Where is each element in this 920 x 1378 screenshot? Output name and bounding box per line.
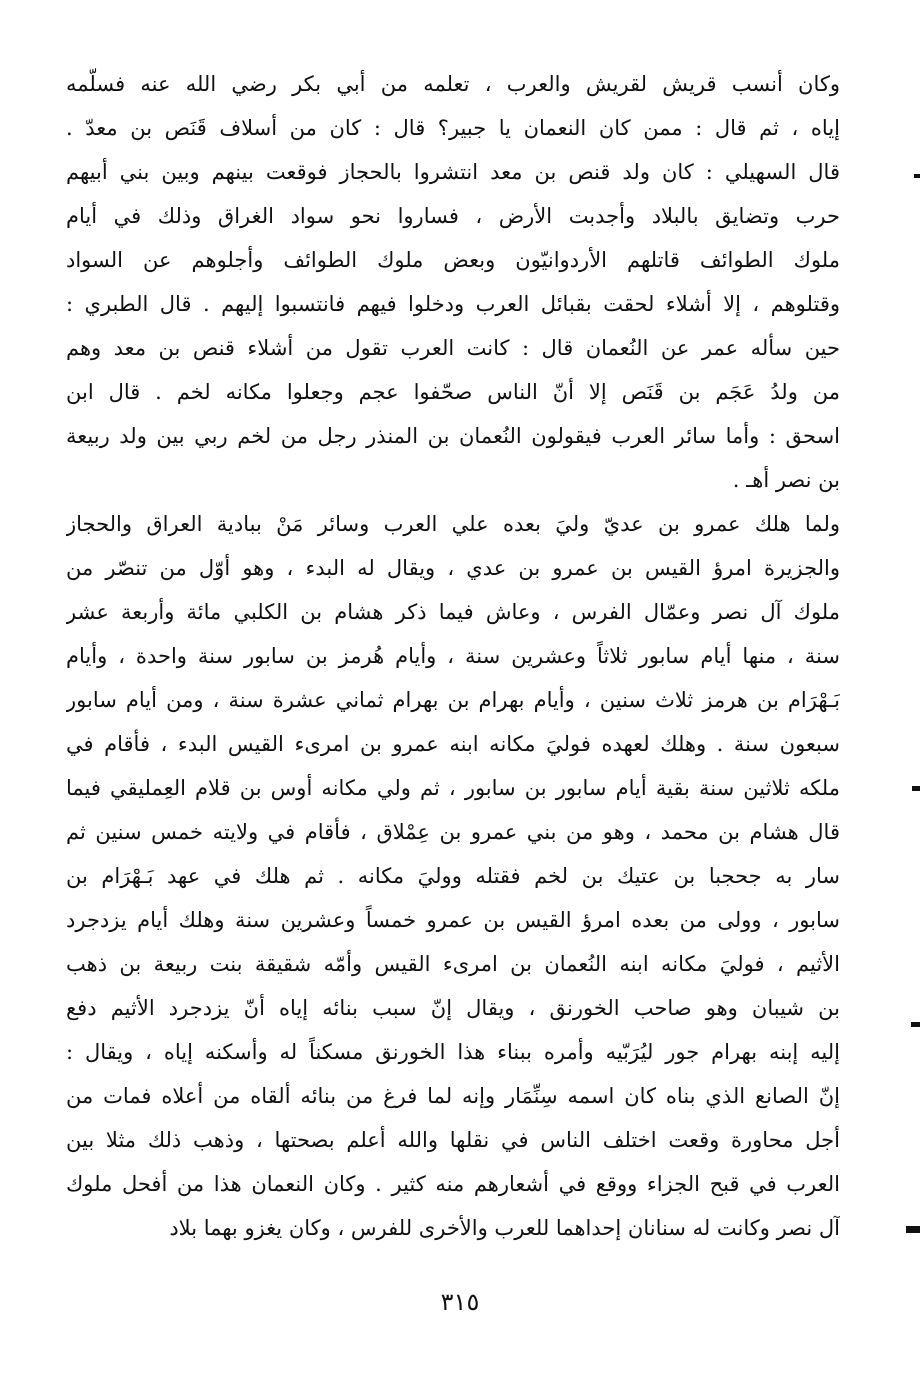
text-line: أجل محاورة وقعت اختلف الناس في نقلها والله أعلم بصحتها ، وذهب ذلك مثلا بين [66, 1128, 840, 1152]
text-line: سبعون سنة . وهلك لعهده فوليَ مكانه ابنه عمرو بن امرىء القيس البدء ، فأقام في [66, 732, 840, 756]
text-line: آل نصر وكانت له سنانان إحداهما للعرب والأخرى للفرس ، وكان يغزو بهما بلاد [169, 1216, 840, 1240]
text-line: ملكه ثلاثين سنة بقية أيام سابور بن سابور ، ثم ولي مكانه أوس بن قلام العِمليقي فيما [66, 776, 840, 800]
margin-mark [906, 1226, 920, 1233]
text-line: إياه ، ثم قال : ممن كان النعمان يا جبير؟ قال : كان من أسلاف قَنَص بن معدّ . [66, 116, 840, 140]
text-line: بَـهْرَام بن هرمز ثلاث سنين ، وأيام بهرام بن بهرام ثماني عشرة سنة ، ومن أيام سابور [66, 688, 840, 712]
text-line: بن نصر أهـ . [732, 468, 840, 492]
text-line: وقتلوهم ، إلا أشلاء لحقت بقبائل العرب ودخلوا فيهم فانتسبوا إليهم . قال الطبري : [66, 292, 840, 316]
paragraph [66, 502, 840, 1250]
text-line: والجزيرة امرؤ القيس بن عمرو بن عدي ، ويقال له البدء ، وهو أوّل من تنصّر من [66, 556, 840, 580]
margin-mark [914, 174, 920, 178]
text-line: حرب وتضايق بالبلاد وأجدبت الأرض ، فساروا نحو سواد الغراق وذلك في أيام [66, 204, 840, 228]
text-line: العرب في قبح الجزاء ووقع في أشعارهم منه كثير . وكان النعمان هذا من أفحل ملوك [66, 1172, 840, 1196]
text-line: ملوك آل نصر وعمّال الفرس ، وعاش فيما ذكر هشام بن الكلبي مائة وأربعة عشر [66, 600, 840, 624]
text-line: الأثيم ، فوليَ مكانه ابنه النُعمان بن امرىء القيس وأمّه شقيقة بنت ربيعة بن ذهب [66, 952, 840, 976]
margin-mark [911, 1022, 920, 1027]
text-line: ملوك الطوائف قاتلهم الأردوانيّون وبعض ملوك الطوائف وأجلوهم عن السواد [66, 248, 840, 272]
text-line: حين سأله عمر عن النُعمان قال : كانت العرب تقول من أشلاء قنص بن معد وهم [66, 336, 840, 360]
text-line: إليه إبنه بهرام جور ليُرَبّيه وأمره ببناء هذا الخورنق مسكناً له وأسكنه إياه ، ويقال : [66, 1040, 840, 1064]
page-number: ٣١٥ [440, 1288, 480, 1316]
text-line: اسحق : وأما سائر العرب فيقولون النُعمان بن المنذر رجل من لخم ربي بين ولد ربيعة [66, 424, 840, 448]
text-line: سار به جحجبا بن عتيك بن لخم فقتله ووليَ مكانه . ثم هلك في عهد بَـهْرَام بن [66, 864, 840, 888]
text-line: بن شيبان وهو صاحب الخورنق ، ويقال إنّ سبب بنائه إياه أنّ يزدجرد الأثيم دفع [66, 996, 840, 1020]
margin-mark [912, 786, 920, 791]
text-line: إنّ الصانع الذي بناه كان اسمه سِنِّمَار وإنه لما فرغ من بنائه ألقاه من أعلاه فمات من [66, 1084, 840, 1108]
text-line: سابور ، وولى من بعده امرؤ القيس بن عمرو خمساً وعشرين سنة وهلك أيام يزدجرد [66, 908, 840, 932]
text-line: سنة ، منها أيام سابور ثلاثاً وعشرين سنة ، وأيام هُرمز بن سابور سنة واحدة ، وأيام [66, 644, 840, 668]
text-line: قال السهيلي : كان ولد قنص بن معد انتشروا بالحجاز فوقعت بينهم وبين بني أبيهم [66, 160, 840, 184]
paragraph [66, 62, 840, 502]
body-text [66, 62, 840, 1250]
text-line: قال هشام بن محمد ، وهو من بني عمرو بن عِمْلاق ، فأقام في ولايته خمس سنين ثم [66, 820, 840, 844]
text-line: وكان أنسب قريش لقريش والعرب ، تعلمه من أبي بكر رضي الله عنه فسلّمه [66, 72, 840, 96]
text-line: ولما هلك عمرو بن عديّ وليَ بعده علي العرب وسائر مَنْ ببادية العراق والحجاز [66, 512, 840, 536]
text-line: من ولدُ عَجَم بن قَنَص إلا أنّ الناس صحّفوا عجم وجعلوا مكانه لخم . قال ابن [66, 380, 840, 404]
